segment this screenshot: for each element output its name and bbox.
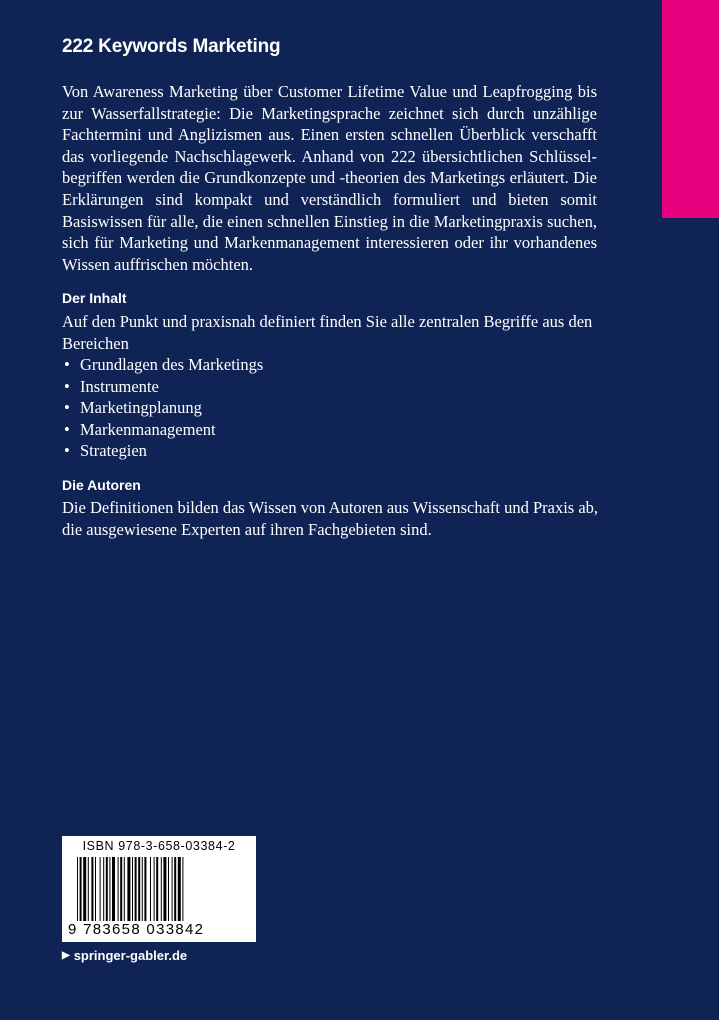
bullet-icon: • <box>64 355 70 374</box>
bullet-icon: • <box>64 376 70 396</box>
publisher-link[interactable] <box>62 948 187 963</box>
inhalt-list <box>62 354 263 462</box>
bullet-icon: • <box>64 398 70 418</box>
list-item: • Instrumente <box>64 376 159 396</box>
list-item: • Strategien <box>64 441 147 461</box>
website-url: springer-gabler.de <box>73 948 188 963</box>
book-title: 222 Keywords Marketing <box>62 36 281 57</box>
accent-tab <box>662 0 719 218</box>
inhalt-text: Auf den Punkt und praxisnah definiert finden Sie alle zentralen Begriffe aus den Bereichen <box>62 312 593 353</box>
list-item: • Grundlagen des Marketings <box>64 355 264 374</box>
barcode-bars <box>77 857 245 929</box>
autoren-text: Die Definitionen bilden das Wissen von Autoren aus Wissenschaft und Praxis ab, die ausgewiesene Experten auf ihren Fachgebieten sind. <box>62 498 599 539</box>
barcode-digits: 9 783658 033842 <box>68 921 205 938</box>
autoren-heading: Die Autoren <box>62 477 141 493</box>
arrow-right-icon: ▶ <box>62 950 70 961</box>
list-item: • Markenmanagement <box>64 419 216 439</box>
bullet-icon: • <box>64 441 70 461</box>
barcode <box>62 836 256 942</box>
inhalt-heading: Der Inhalt <box>62 290 127 306</box>
intro-paragraph: Von Awareness Marketing über Customer Lifetime Value und Leapfrogging bis zur Wasserfallstrategie: Die Marketingsprache zeichnet sich durch unzählige Fachtermini und Anglizismen aus. Einen ersten schnellen Überblick verschafft das vorliegende Nachschlagewerk. Anhand von 222 übersichtlichen Schlüsselbegriffen werden die Grundkonzepte und -theorien des Marketings erläutert. Die Erklärungen sind kompakt und verständlich formuliert und bieten somit Basiswissen für alle, die einen schnellen Einstieg in die Marketingpraxis suchen, sich für Marketing und Markenmanagement interessieren oder ihr vorhandenes Wissen auffrischen möchten. <box>62 82 597 274</box>
list-item: • Marketingplanung <box>64 398 202 418</box>
bullet-icon: • <box>64 419 70 439</box>
isbn-label: ISBN 978-3-658-03384-2 <box>82 839 236 853</box>
